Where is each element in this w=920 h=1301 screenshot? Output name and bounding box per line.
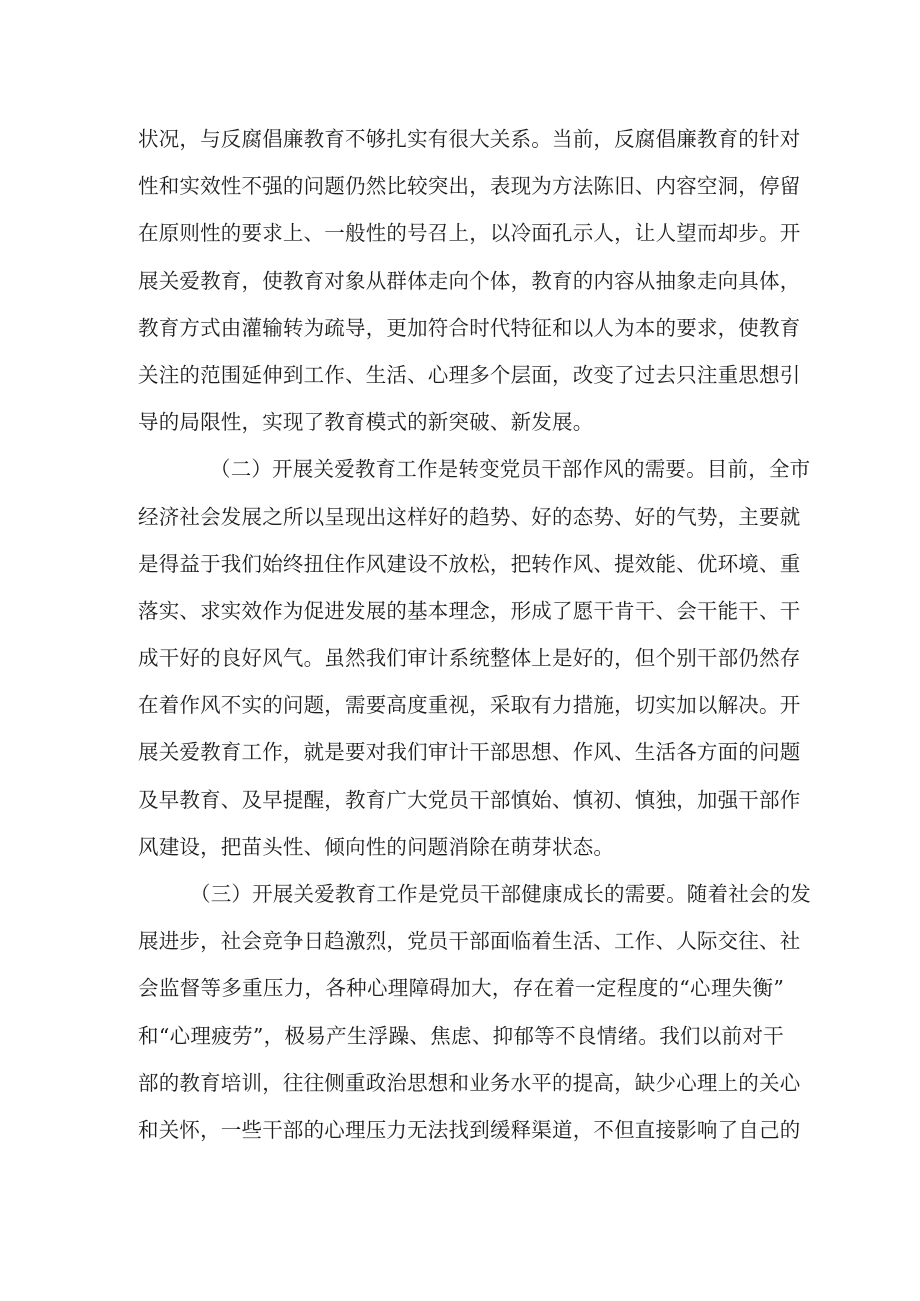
- text-line: （三）开展关爱教育工作是党员干部健康成长的需要。随着社会的发: [190, 882, 811, 906]
- text-line: （二）开展关爱教育工作是转变党员干部作风的需要。目前，全市: [210, 457, 811, 482]
- text-line: 落实、求实效作为促进发展的基本理念，形成了愿干肯干、会干能干、干: [138, 598, 801, 623]
- text-line: 展关爱教育，使教育对象从群体走向个体，教育的内容从抽象走向具体，: [138, 268, 801, 293]
- text-line: 性和实效性不强的问题仍然比较突出，表现为方法陈旧、内容空洞，停留: [138, 174, 801, 199]
- paragraph-1: [138, 116, 801, 446]
- paragraph-3: [138, 871, 811, 1154]
- text-line: 部的教育培训，往往侧重政治思想和业务水平的提高，缺少心理上的关心: [138, 1070, 801, 1095]
- text-line: 经济社会发展之所以呈现出这样好的趋势、好的态势、好的气势，主要就: [138, 504, 801, 529]
- text-line: 会监督等多重压力，各种心理障碍加大，存在着一定程度的“心理失衡”: [138, 976, 784, 1001]
- text-line: 是得益于我们始终扭住作风建设不放松，把转作风、提效能、优环境、重: [138, 551, 801, 576]
- text-line: 风建设，把苗头性、倾向性的问题消除在萌芽状态。: [138, 834, 615, 859]
- text-line: 和“心理疲劳”，极易产生浮躁、焦虑、抑郁等不良情绪。我们以前对干: [138, 1023, 784, 1048]
- text-line: 展关爱教育工作，就是要对我们审计干部思想、作风、生活各方面的问题: [138, 740, 801, 765]
- text-line: 和关怀，一些干部的心理压力无法找到缓释渠道，不但直接影响了自己的: [138, 1117, 801, 1142]
- text-line: 状况，与反腐倡廉教育不够扎实有很大关系。当前，反腐倡廉教育的针对: [138, 127, 801, 151]
- text-line: 及早教育、及早提醒，教育广大党员干部慎始、慎初、慎独，加强干部作: [138, 787, 801, 812]
- text-line: 关注的范围延伸到工作、生活、心理多个层面，改变了过去只注重思想引: [138, 362, 801, 387]
- paragraph-2: [138, 446, 811, 871]
- document-body: [138, 116, 811, 1154]
- text-line: 成干好的良好风气。虽然我们审计系统整体上是好的，但个别干部仍然存: [138, 646, 801, 671]
- text-line: 教育方式由灌输转为疏导，更加符合时代特征和以人为本的要求，使教育: [138, 315, 801, 340]
- text-line: 在着作风不实的问题，需要高度重视，采取有力措施，切实加以解决。开: [138, 693, 801, 718]
- text-line: 导的局限性，实现了教育模式的新突破、新发展。: [138, 410, 594, 435]
- text-line: 展进步，社会竞争日趋激烈，党员干部面临着生活、工作、人际交往、社: [138, 929, 801, 954]
- text-line: 在原则性的要求上、一般性的号召上，以冷面孔示人，让人望而却步。开: [138, 221, 801, 246]
